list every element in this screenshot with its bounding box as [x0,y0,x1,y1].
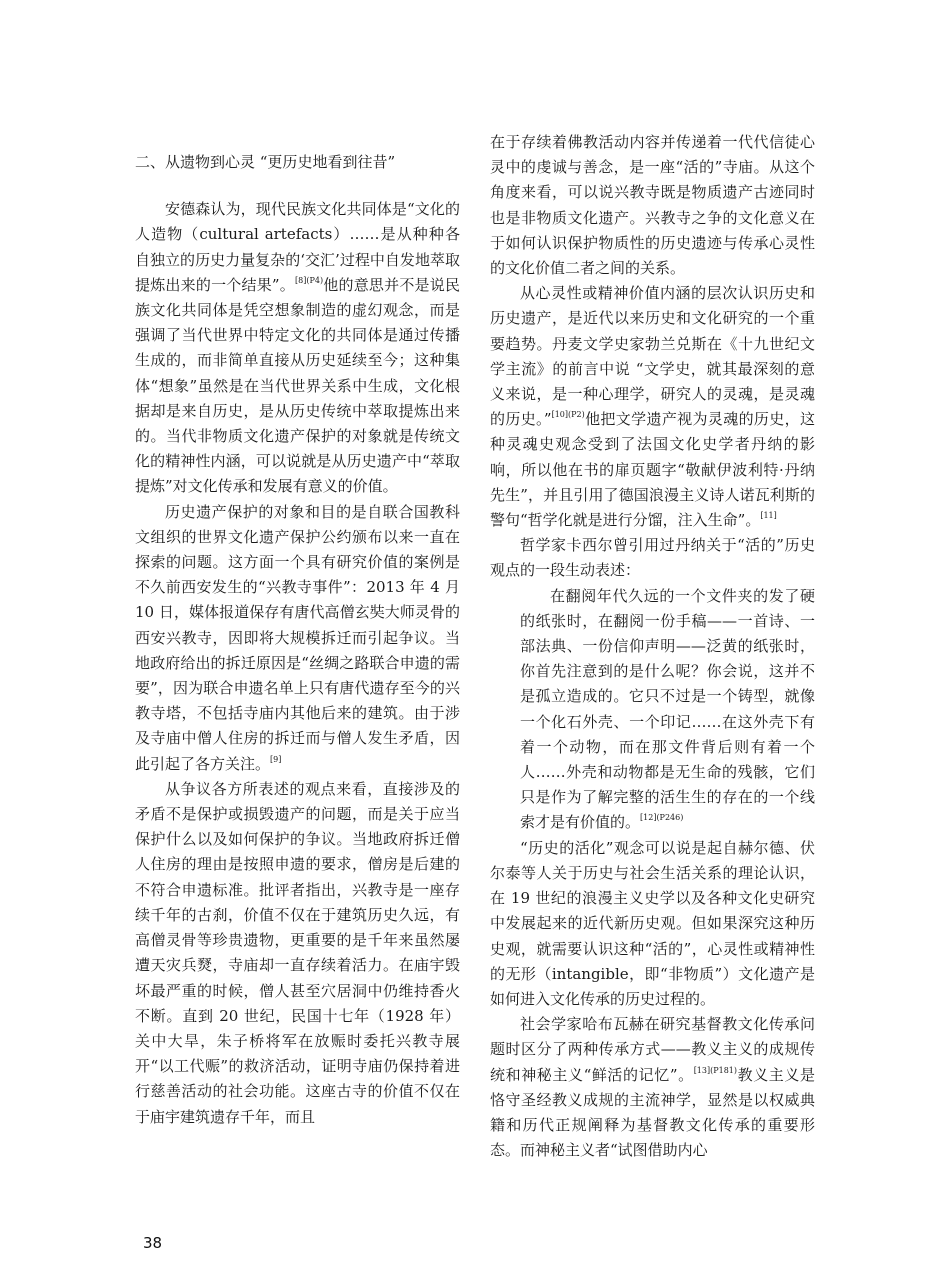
right-column [490,130,815,1163]
paragraph-text: 教义主义是恪守圣经教义成规的主流神学，显然是以权威典籍和历代正规阐释为基督教文化传承的重要形态。而神秘主义者“试图借助内心 [490,1065,815,1160]
citation: [12](P246) [640,813,684,823]
paragraph-heritage-protection [135,500,460,777]
citation: [13](P181) [693,1065,738,1075]
citation: [9] [270,754,282,764]
paragraph-living-history [490,836,815,1012]
section-heading: 二、从遗物到心灵 “更历史地看到往昔” [135,153,396,171]
citation: [10](P2) [551,410,585,420]
paragraph-text: 哲学家卡西尔曾引用过丹纳关于“活的”历史观点的一段生动表述： [490,536,815,580]
paragraph-halbwachs [490,1012,815,1163]
paragraph-cassirer [490,533,815,583]
block-quote [520,584,815,836]
paragraph-text: 历史遗产保护的对象和目的是自联合国教科文组织的世界文化遗产保护公约颁布以来一直在探索的问题。这方面一个具有研究价值的案例是不久前西安发生的“兴教寺事件”：2013 年 4 月 10 日，媒体报道保存有唐代高僧玄奘大师灵骨的西安兴教寺，因即将大规模拆迁而引起争议。当地政府给出的拆迁原因是“丝绸之路联合申遗的需要”，因为联合申遗名单上只有唐代遗存至今的兴教寺塔，不包括寺庙内其他后来的建筑。由于涉及寺庙中僧人住房的拆迁而与僧人发生矛盾，因此引起了各方关注。 [135,502,460,773]
paragraph-text: 社会学家哈布瓦赫在研究基督教文化传承问题时区分了两种传承方式——教义主义的成规传统和神秘主义“鲜活的记忆”。 [490,1015,815,1084]
paragraph-text: 从争议各方所表述的观点来看，直接涉及的矛盾不是保护或损毁遗产的问题，而是关于应当保护什么以及如何保护的争议。当地政府拆迁僧人住房的理由是按照申遗的要求，僧房是后建的不符合申遗标准。批评者指出，兴教寺是一座存续千年的古刹，价值不仅在于建筑历史久远，有高僧灵骨等珍贵遗物，更重要的是千年来虽然屡遭天灾兵燹，寺庙却一直存续着活力。在庙宇毁坏最严重的时候，僧人甚至穴居洞中仍维持香火不断。直到 20 世纪，民国十七年（1928 年）关中大旱，朱子桥将军在放赈时委托兴教寺展开“以工代赈”的救济活动，证明寺庙仍保持着进行慈善活动的社会功能。这座古寺的价值不仅在于庙宇建筑遗存千年，而且 [135,779,460,1126]
page-number: 38 [143,1234,163,1252]
citation: [8](P4) [295,275,324,285]
paragraph-text: “历史的活化”观念可以说是起自赫尔德、伏尔泰等人关于历史与社会生活关系的理论认识，在 19 世纪的浪漫主义史学以及各种文化史研究中发展起来的近代新历史观。但如果深究这种历史观，就需要认识这种“活的”，心灵性或精神性的无形（intangible，即“非物质”）文化遗产是如何进入文化传承的历史过程的。 [490,838,815,1008]
quote-text: 在翻阅年代久远的一个文件夹的发了硬的纸张时，在翻阅一份手稿——一首诗、一部法典、一份信仰声明——泛黄的纸张时，你首先注意到的是什么呢？你会说，这并不是孤立造成的。它只不过是一个铸型，就像一个化石外壳、一个印记……在这外壳下有着一个动物，而在那文件背后则有着一个人……外壳和动物都是无生命的残骸，它们只是作为了解完整的活生生的存在的一个线索才是有价值的。 [520,586,815,832]
paragraph-text: 他把文学遗产视为灵魂的历史，这种灵魂史观念受到了法国文化史学者丹纳的影响，所以他在书的扉页题字“敬献伊波利特·丹纳先生”，并且引用了德国浪漫主义诗人诺瓦利斯的警句“哲学化就是进行分馏，注入生命”。 [490,410,815,530]
paragraph-continued [490,130,815,281]
paragraph-spiritual-value [490,281,815,533]
citation: [11] [760,511,777,521]
paragraph-text: 从心灵性或精神价值内涵的层次认识历史和历史遗产，是近代以来历史和文化研究的一个重要趋势。丹麦文学史家勃兰兑斯在《十九世纪文学主流》的前言中说 “文学史，就其最深刻的意义来说，是一种心理学，研究人的灵魂，是灵魂的历史。” [490,284,815,429]
paragraph-text: 他的意思并不是说民族文化共同体是凭空想象制造的虚幻观念，而是强调了当代世界中特定文化的共同体是通过传播生成的，而非简单直接从历史延续至今；这种集体“想象”虽然是在当代世界关系中生成，文化根据却是来自历史，是从历史传统中萃取提炼出来的。当代非物质文化遗产保护的对象就是传统文化的精神性内涵，可以说就是从历史遗产中“萃取提炼”对文化传承和发展有意义的价值。 [135,275,460,496]
paragraph-text: 安德森认为，现代民族文化共同体是“文化的人造物（cultural artefacts）……是从种种各自独立的历史力量复杂的‘交汇’过程中自发地萃取提炼出来的一个结果”。 [135,200,460,294]
paragraph-dispute [135,777,460,1130]
paragraph-anderson [135,197,460,499]
left-column [135,130,460,1130]
paragraph-text: 在于存续着佛教活动内容并传递着一代代信徒心灵中的虔诚与善念，是一座“活的”寺庙。从这个角度来看，可以说兴教寺既是物质遗产古迹同时也是非物质文化遗产。兴教寺之争的文化意义在于如何认识保护物质性的历史遗迹与传承心灵性的文化价值二者之间的关系。 [490,133,815,278]
